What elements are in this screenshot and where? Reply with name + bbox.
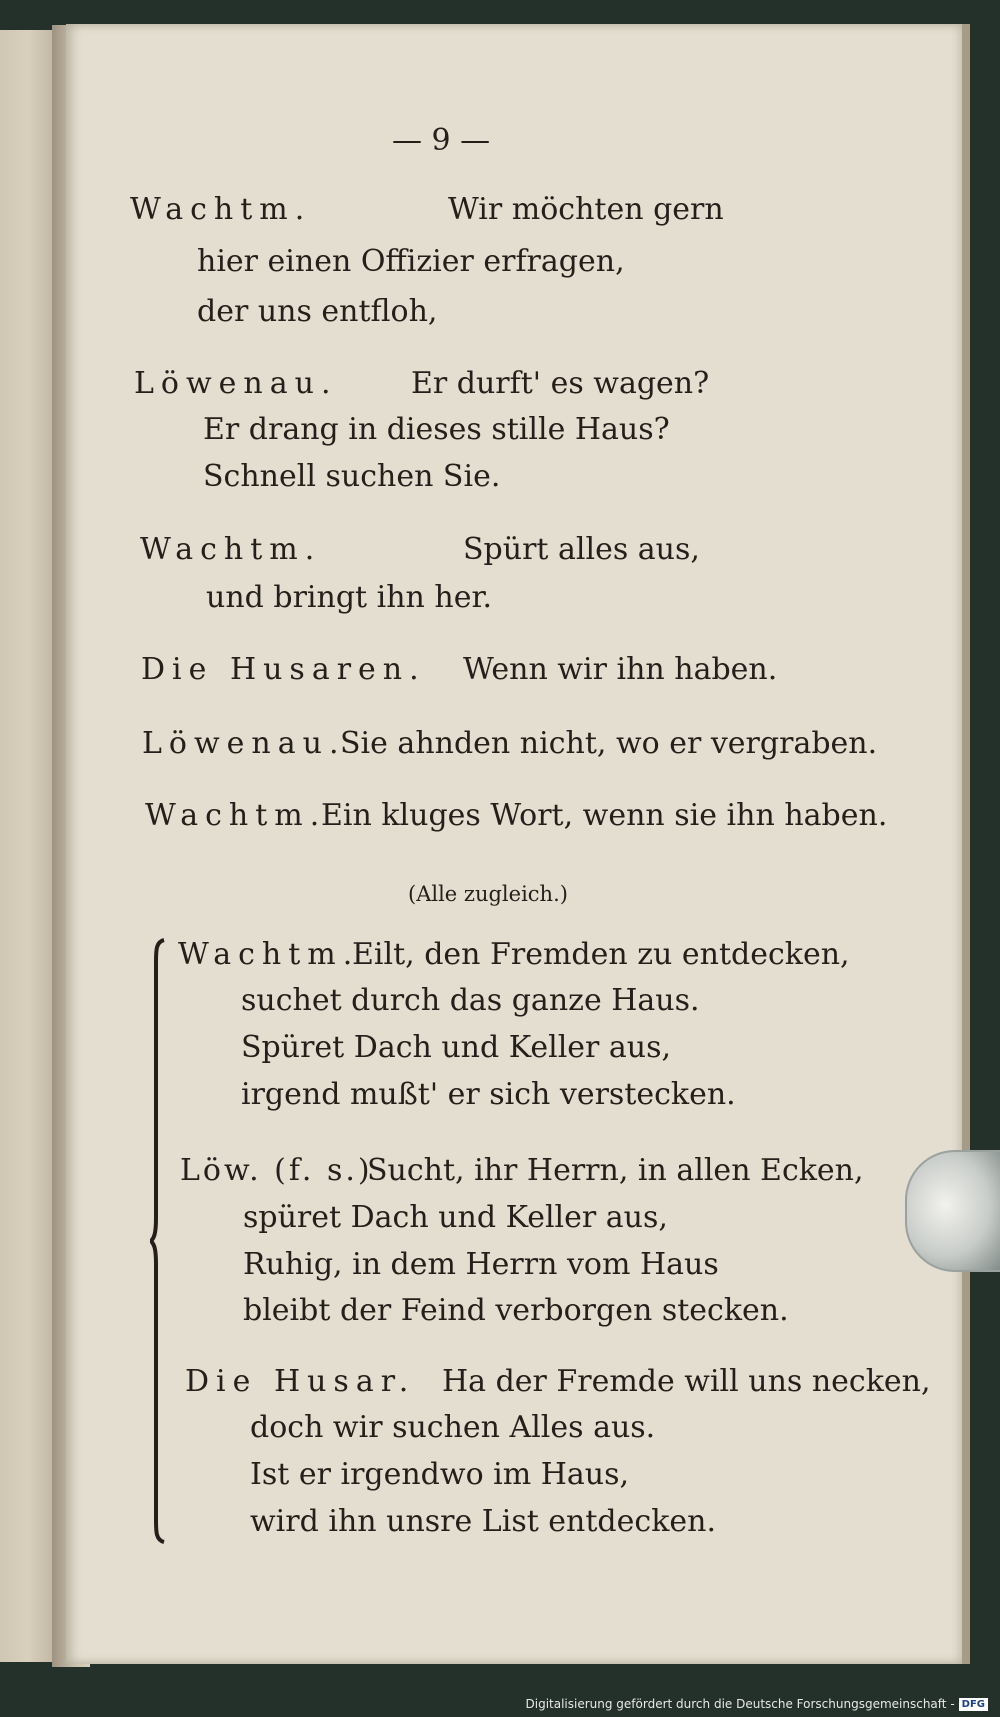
- verse-line: irgend mußt' er sich verstecken.: [241, 1077, 736, 1112]
- verse-line: Spüret Dach und Keller aus,: [241, 1030, 672, 1065]
- speaker-label: Löwenau.: [134, 366, 338, 401]
- verse-line: Ein kluges Wort, wenn sie ihn haben.: [321, 798, 888, 833]
- verse-line: hier einen Offizier erfragen,: [197, 244, 625, 279]
- dfg-logo: DFG: [959, 1698, 988, 1711]
- verse-line: wird ihn unsre List entdecken.: [250, 1504, 716, 1539]
- verse-line: Eilt, den Fremden zu entdecken,: [352, 937, 850, 972]
- speaker-label: Wachtm.: [140, 532, 322, 567]
- verse-line: Spürt alles aus,: [463, 532, 700, 567]
- verse-line: Er drang in dieses stille Haus?: [203, 412, 670, 447]
- verse-line: Ha der Fremde will uns necken,: [442, 1364, 931, 1399]
- verse-line: Sie ahnden nicht, wo er vergraben.: [340, 726, 878, 761]
- verse-line: Wir möchten gern: [448, 192, 724, 227]
- speaker-label: Löwenau.: [142, 726, 346, 761]
- speaker-label: Wachtm.: [130, 192, 312, 227]
- verse-line: Ist er irgendwo im Haus,: [250, 1457, 630, 1492]
- curly-brace: [150, 938, 166, 1544]
- speaker-label: Die Husaren.: [141, 652, 426, 687]
- verse-line: bleibt der Feind verborgen stecken.: [243, 1293, 789, 1328]
- digitization-credit: [526, 1697, 989, 1711]
- verse-line: Schnell suchen Sie.: [203, 459, 501, 494]
- page-number: — 9 —: [392, 123, 491, 158]
- verse-line: Wenn wir ihn haben.: [463, 652, 778, 687]
- speaker-label: Löw. (f. s.): [180, 1153, 373, 1188]
- page-clip: [905, 1150, 1000, 1272]
- verse-line: suchet durch das ganze Haus.: [241, 983, 700, 1018]
- speaker-label: Die Husar.: [185, 1364, 416, 1399]
- verse-line: der uns entfloh,: [197, 294, 438, 329]
- verse-line: Ruhig, in dem Herrn vom Haus: [243, 1247, 719, 1282]
- credit-text: Digitalisierung gefördert durch die Deutsche Forschungsgemeinschaft -: [525, 1697, 955, 1711]
- speaker-label: Wachtm.: [178, 937, 360, 972]
- verse-line: Er durft' es wagen?: [411, 366, 710, 401]
- speaker-label: Wachtm.: [145, 798, 327, 833]
- verse-line: und bringt ihn her.: [206, 580, 493, 615]
- stage-direction: (Alle zugleich.): [408, 882, 568, 906]
- verse-line: spüret Dach und Keller aus,: [243, 1200, 668, 1235]
- verse-line: Sucht, ihr Herrn, in allen Ecken,: [367, 1153, 864, 1188]
- verse-line: doch wir suchen Alles aus.: [250, 1410, 656, 1445]
